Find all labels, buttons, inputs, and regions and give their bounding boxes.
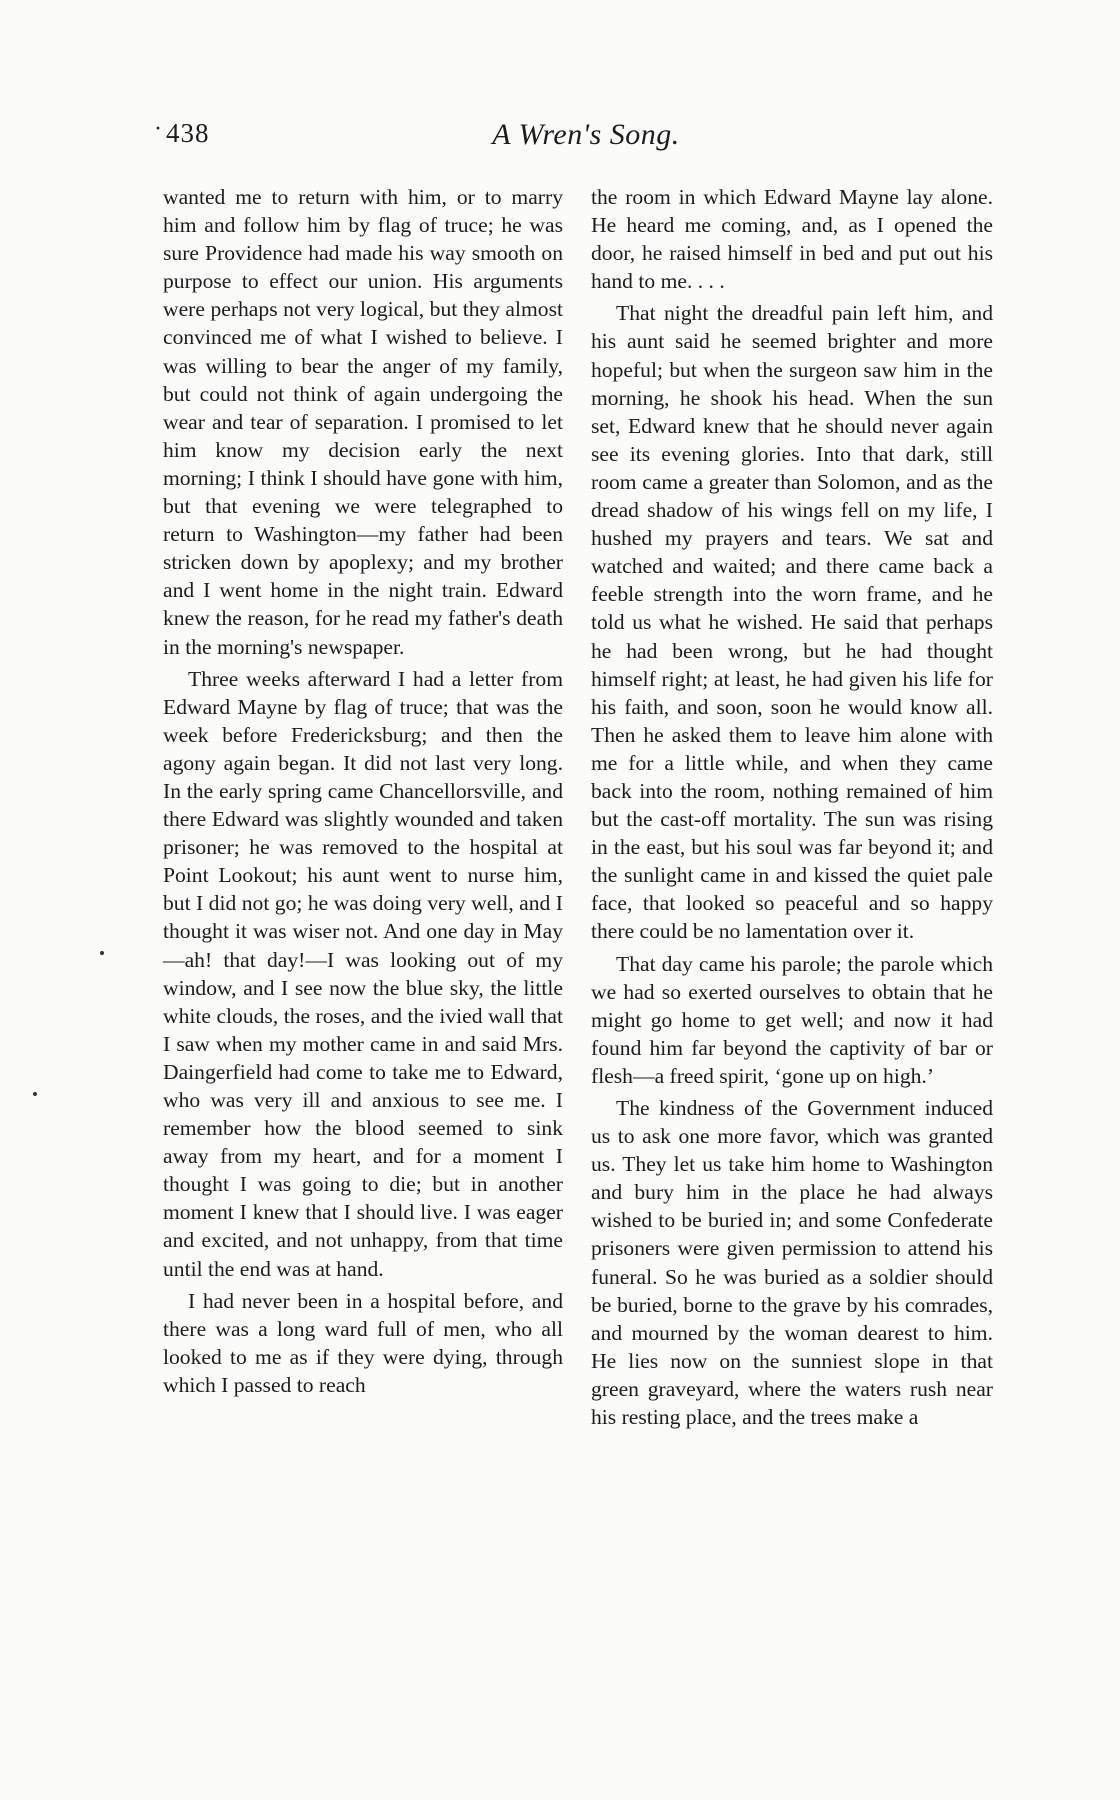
paragraph: That night the dreadful pain left him, and his aunt said he seemed brighter and more hopeful; but when the surgeon saw him in the morning, he shook his head. When the sun set, Edward knew that he should never again see its evening glories. Into that dark, still room came a greater than Solomon, and as the dread shadow of his wings fell on my life, I hushed my prayers and tears. We sat and watched and waited; and there came back a feeble strength into the worn frame, and he told us what he wished. He said that perhaps he had been wrong, but he had thought himself right; at least, he had given his life for his faith, and soon, soon he would know all. Then he asked them to leave him alone with me for a little while, and when they came back into the room, nothing remained of him but the cast-off mortality. The sun was rising in the east, but his soul was far beyond it; and the sunlight came in and kissed the quiet pale face, that looked so peaceful and so happy there could be no lamentation over it.: [591, 301, 993, 944]
margin-speck: [100, 951, 104, 955]
paragraph: That day came his parole; the parole which we had so exerted ourselves to obtain that he might go home to get well; and now it had found him far beyond the captivity of bar or flesh—a freed spirit, ‘gone up on high.’: [591, 951, 993, 1088]
paragraph: Three weeks afterward I had a letter from Edward Mayne by flag of truce; that was the week before Fredericksburg; and then the agony again began. It did not last very long. In the early spring came Chancellorsville, and there Edward was slightly wounded and taken prisoner; he was removed to the hospital at Point Lookout; his aunt went to nurse him, but I did not go; he was doing very well, and I thought it was wiser not. And one day in May—ah! that day!—I was looking out of my window, and I see now the blue sky, the little white clouds, the roses, and the ivied wall that I saw when my mother came in and said Mrs. Daingerfield had come to take me to Edward, who was very ill and anxious to see me. I remember how the blood seemed to sink away from my heart, and for a moment I thought I was going to die; but in another moment I knew that I should live. I was eager and excited, and not unhappy, from that time until the end was at hand.: [163, 666, 563, 1281]
paragraph: wanted me to return with him, or to marry him and follow him by flag of truce; he was sure Providence had made his way smooth on purpose to effect our union. His arguments were perhaps not very logical, but they almost convinced me of what I wished to believe. I was willing to bear the anger of my family, but could not think of again undergoing the wear and tear of separation. I promised to let him know my decision early the next morning; I think I should have gone with him, but that evening we were telegraphed to return to Washington—my father had been stricken down by apoplexy; and my brother and I went home in the night train. Edward knew the reason, for he read my father's death in the morning's newspaper.: [163, 185, 563, 659]
margin-speck: [33, 1092, 37, 1096]
left-column: [163, 183, 563, 1399]
page-header: [166, 118, 1006, 168]
paragraph: The kindness of the Government induced us to ask one more favor, which was granted us. They let us take him home to Washington and bury him in the place he had always wished to be buried in; and some Confederate prisoners were given permission to attend his funeral. So he was buried as a soldier should be buried, borne to the grave by his comrades, and mourned by the woman dearest to him. He lies now on the sunniest slope in that green graveyard, where the waters rush near his resting place, and the trees make a: [591, 1096, 993, 1430]
running-title: A Wren's Song.: [492, 118, 680, 151]
paragraph: I had never been in a hospital before, and there was a long ward full of men, who all looked to me as if they were dying, through which I passed to reach: [163, 1288, 563, 1397]
paragraph: the room in which Edward Mayne lay alone. He heard me coming, and, as I opened the door, he raised himself in bed and put out his hand to me. . . .: [591, 185, 993, 294]
page-number: · 438: [166, 118, 210, 149]
right-column: [591, 183, 993, 1431]
